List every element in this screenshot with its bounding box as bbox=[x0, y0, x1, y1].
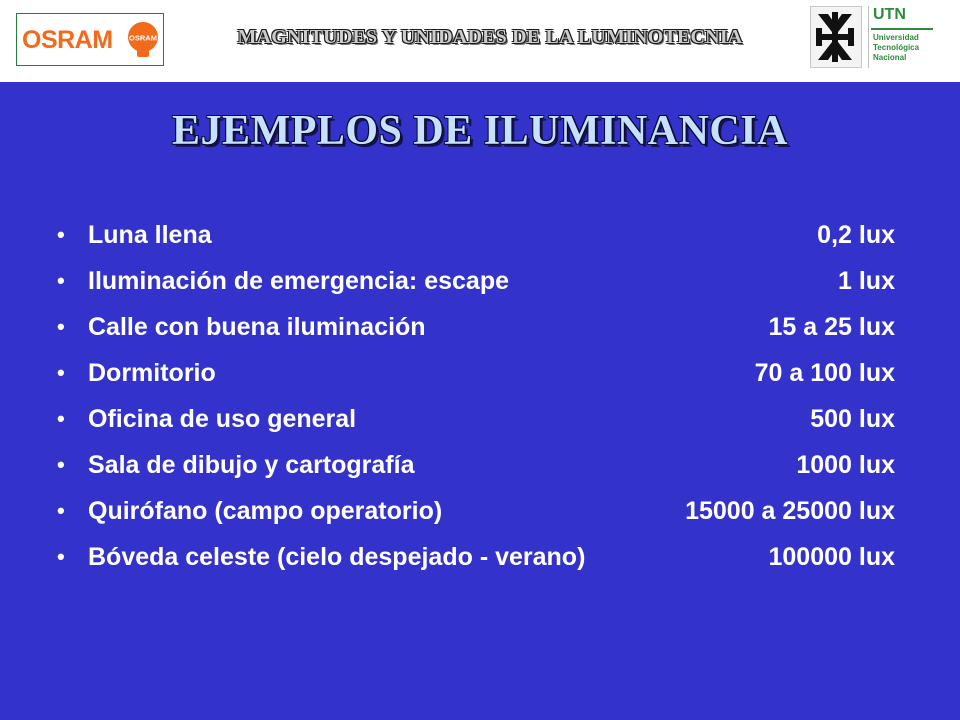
header-title: MAGNITUDES Y UNIDADES DE LA LUMINOTECNIA bbox=[237, 26, 743, 48]
item-value: 15000 a 25000 lux bbox=[685, 497, 895, 525]
item-label: Quirófano (campo operatorio) bbox=[88, 497, 443, 525]
item-label: Bóveda celeste (cielo despejado - verano) bbox=[88, 543, 586, 571]
list-item bbox=[57, 448, 917, 494]
bullet-icon: • bbox=[57, 498, 65, 523]
item-value: 0,2 lux bbox=[817, 221, 895, 249]
osram-bulb-icon bbox=[126, 21, 160, 59]
list-item bbox=[57, 356, 917, 402]
item-value: 1000 lux bbox=[796, 451, 895, 479]
item-label: Iluminación de emergencia: escape bbox=[88, 267, 509, 295]
list-item bbox=[57, 402, 917, 448]
utn-logo-name bbox=[873, 33, 935, 63]
header-bar bbox=[0, 0, 960, 82]
bullet-icon: • bbox=[57, 222, 65, 247]
utn-logo-abbr: UTN bbox=[873, 6, 906, 23]
list-item bbox=[57, 310, 917, 356]
item-label: Sala de dibujo y cartografía bbox=[88, 451, 415, 479]
osram-bulb-text: OSRAM bbox=[129, 33, 157, 43]
item-value: 100000 lux bbox=[768, 543, 895, 571]
bullet-icon: • bbox=[57, 314, 65, 339]
item-label: Oficina de uso general bbox=[88, 405, 357, 433]
illuminance-list bbox=[57, 218, 917, 586]
item-value: 15 a 25 lux bbox=[768, 313, 895, 341]
item-value: 500 lux bbox=[810, 405, 895, 433]
item-value: 1 lux bbox=[838, 267, 895, 295]
utn-logo-line-2: Tecnológica bbox=[873, 43, 920, 52]
list-item bbox=[57, 218, 917, 264]
utn-logo-rule bbox=[871, 28, 933, 30]
list-item bbox=[57, 540, 917, 586]
utn-logo-line-3: Nacional bbox=[873, 53, 907, 62]
osram-logo bbox=[16, 13, 164, 66]
osram-logo-word: OSRAM bbox=[22, 26, 113, 54]
utn-emblem-icon bbox=[808, 4, 862, 70]
item-label: Dormitorio bbox=[88, 359, 216, 387]
utn-logo bbox=[808, 4, 934, 71]
utn-logo-line-1: Universidad bbox=[873, 33, 919, 42]
item-label: Luna llena bbox=[88, 221, 212, 249]
bullet-icon: • bbox=[57, 452, 65, 477]
page-title: EJEMPLOS DE ILUMINANCIA bbox=[172, 108, 788, 154]
bullet-icon: • bbox=[57, 544, 65, 569]
bullet-icon: • bbox=[57, 268, 65, 293]
utn-logo-divider bbox=[868, 6, 869, 68]
item-value: 70 a 100 lux bbox=[754, 359, 895, 387]
bullet-icon: • bbox=[57, 360, 65, 385]
utn-emblem bbox=[808, 4, 862, 70]
item-label: Calle con buena iluminación bbox=[88, 313, 426, 341]
bullet-icon: • bbox=[57, 406, 65, 431]
list-item bbox=[57, 264, 917, 310]
list-item bbox=[57, 494, 917, 540]
